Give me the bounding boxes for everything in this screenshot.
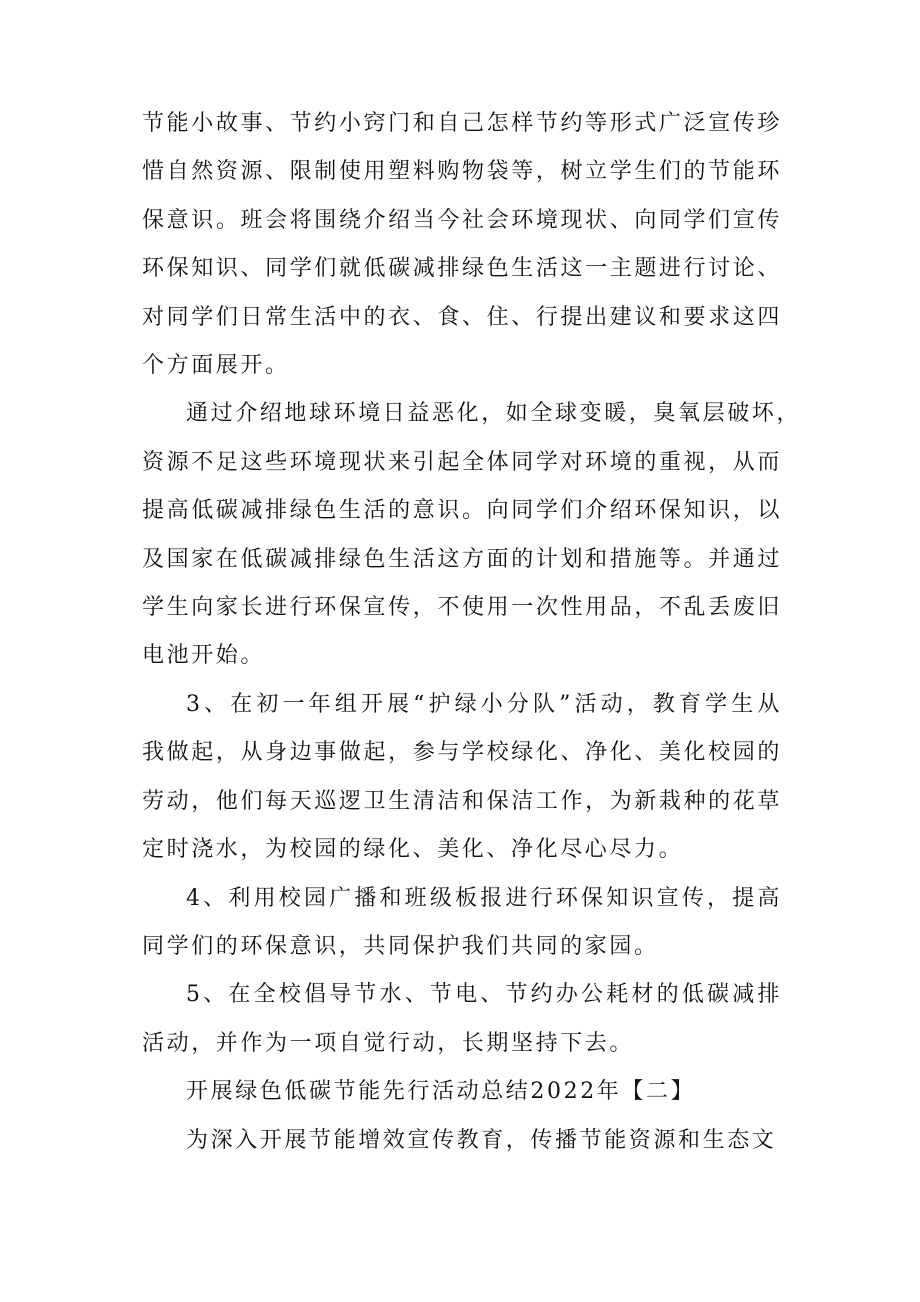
paragraph-line: 5、在全校倡导节水、节电、节约办公耗材的低碳减排 (186, 982, 782, 1008)
paragraph-3 (142, 681, 782, 875)
paragraph-line: 通过介绍地球环境日益恶化，如全球变暖，臭氧层破坏， (186, 401, 802, 427)
document-body (142, 100, 802, 1165)
section-heading-text: 开展绿色低碳节能先行活动总结2022年【二】 (186, 1079, 696, 1105)
paragraph-line: 劳动，他们每天巡逻卫生清洁和保洁工作，为新栽种的花草 (142, 788, 782, 814)
paragraph-line: 节能小故事、节约小窍门和自己怎样节约等形式广泛宣传珍 (142, 111, 782, 136)
paragraph-line: 活动，并作为一项自觉行动，长期坚持下去。 (142, 1030, 635, 1056)
paragraph-line: 3、在初一年组开展“护绿小分队”活动，教育学生从 (186, 691, 782, 717)
paragraph-line: 我做起，从身边事做起，参与学校绿化、净化、美化校园的 (142, 740, 782, 766)
paragraph-line: 对同学们日常生活中的衣、食、住、行提出建议和要求这四 (142, 304, 782, 330)
paragraph-line: 环保知识、同学们就低碳减排绿色生活这一主题进行讨论、 (142, 256, 782, 282)
paragraph-4 (142, 875, 782, 972)
paragraph-line: 同学们的环保意识，共同保护我们共同的家园。 (142, 933, 659, 959)
paragraph-line: 个方面展开。 (142, 353, 290, 379)
paragraph-line: 资源不足这些环境现状来引起全体同学对环境的重视，从而 (142, 449, 782, 475)
section-heading (142, 1068, 782, 1116)
paragraph-line: 4、利用校园广播和班级板报进行环保知识宣传，提高 (186, 885, 782, 911)
paragraph-line: 保意识。班会将围绕介绍当今社会环境现状、向同学们宣传 (142, 207, 782, 233)
paragraph-1 (142, 100, 782, 390)
paragraph-line: 电池开始。 (142, 643, 266, 669)
paragraph-line: 定时浇水，为校园的绿化、美化、净化尽心尽力。 (142, 837, 684, 863)
paragraph-7 (142, 1117, 782, 1165)
paragraph-5 (142, 971, 782, 1068)
paragraph-line: 提高低碳减排绿色生活的意识。向同学们介绍环保知识，以 (142, 498, 782, 524)
paragraph-line: 为深入开展节能增效宣传教育，传播节能资源和生态文 (186, 1127, 777, 1153)
paragraph-line: 惜自然资源、限制使用塑料购物袋等，树立学生们的节能环 (142, 159, 782, 185)
paragraph-line: 及国家在低碳减排绿色生活这方面的计划和措施等。并通过 (142, 546, 782, 572)
paragraph-line: 学生向家长进行环保宣传，不使用一次性用品，不乱丢废旧 (142, 595, 782, 621)
paragraph-2 (142, 390, 802, 680)
